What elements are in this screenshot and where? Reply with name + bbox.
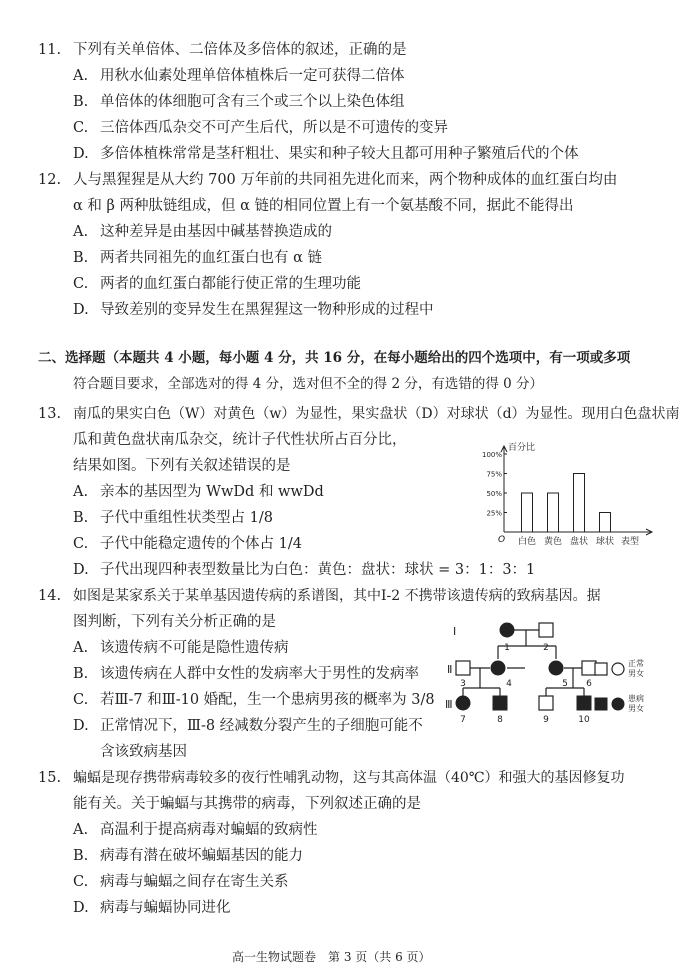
y-tick-label: 75%: [486, 470, 502, 479]
option-label: A.: [73, 484, 89, 500]
legend-normal-female-symbol: [612, 663, 624, 675]
individual-id: 8: [497, 715, 503, 725]
x-tick-label: 盘状: [569, 537, 589, 547]
question-number: 13.: [38, 406, 62, 422]
individual-II-3: [456, 661, 470, 675]
x-tick-label: 黄色: [543, 537, 563, 547]
option-text: 三倍体西瓜杂交不可产生后代，所以是不可遗传的变异: [100, 120, 448, 136]
y-tick-label: 100%: [481, 451, 502, 459]
option-label: A.: [73, 224, 89, 240]
question-stem: 瓜和黄色盘状南瓜杂交，统计子代性状所占百分比，: [73, 432, 407, 448]
option-label: D.: [73, 146, 89, 162]
legend-normal-label: 正常: [628, 659, 644, 668]
option-label: D.: [73, 562, 89, 578]
option-label: B.: [73, 94, 89, 110]
question-stem: α 和 β 两种肽链组成，但 α 链的相同位置上有一个氨基酸不同，据此不能得出: [73, 198, 574, 214]
individual-III-8: [493, 696, 507, 710]
option-label: C.: [73, 276, 89, 292]
individual-III-9: [539, 696, 553, 710]
individual-III-7: [456, 696, 470, 710]
question-number: 11.: [38, 42, 62, 58]
individual-id: 1: [504, 643, 510, 653]
option-text: 病毒与蝙蝠协同进化: [100, 900, 231, 916]
option-text: 高温利于提高病毒对蝙蝠的致病性: [100, 822, 318, 838]
option-text: 病毒与蝙蝠之间存在寄生关系: [100, 874, 289, 890]
option-label: D.: [73, 718, 89, 734]
question-number: 15.: [38, 770, 62, 786]
bar: [600, 513, 611, 533]
question-stem: 能有关。关于蝙蝠与其携带的病毒，下列叙述正确的是: [73, 796, 421, 812]
page-footer: 高一生物试题卷 第 3 页（共 6 页）: [232, 950, 431, 964]
question-stem: 结果如图。下列有关叙述错误的是: [73, 458, 291, 474]
option-label: B.: [73, 848, 89, 864]
option-label: A.: [73, 68, 89, 84]
option-label: D.: [73, 900, 89, 916]
individual-I-2: [539, 623, 553, 637]
chart-bars: [522, 474, 611, 533]
individual-id: 9: [543, 715, 549, 725]
option-text: 该遗传病在人群中女性的发病率大于男性的发病率: [100, 666, 419, 682]
option-text: 导致差别的变异发生在黑猩猩这一物种形成的过程中: [100, 302, 434, 318]
x-tick-label: 白色: [517, 537, 537, 547]
x-axis-label: 表型: [620, 537, 640, 547]
section-heading: 二、选择题（本题共 4 小题，每小题 4 分，共 16 分，在每小题给出的四个选项中，有一项或多项: [38, 350, 631, 366]
question-number: 14.: [38, 588, 62, 604]
x-tick-label: 球状: [595, 537, 615, 547]
question-stem: 如图是某家系关于某单基因遗传病的系谱图，其中Ⅰ-2 不携带该遗传病的致病基因。据: [73, 588, 601, 604]
option-label: B.: [73, 250, 89, 266]
legend-affected-label: 男女: [628, 704, 644, 713]
generation-label: Ⅰ: [453, 625, 457, 638]
option-label: C.: [73, 874, 89, 890]
option-text: 病毒有潜在破坏蝙蝠基因的能力: [100, 848, 303, 864]
option-text: 两者共同祖先的血红蛋白也有 α 链: [100, 250, 323, 266]
option-text: 子代中重组性状类型占 1/8: [100, 510, 273, 526]
individual-id: 7: [460, 715, 466, 725]
option-text: 多倍体植株常常是茎秆粗壮、果实和种子较大且都可用种子繁殖后代的个体: [100, 146, 579, 162]
legend-normal-male-symbol: [595, 663, 607, 675]
section-instructions: 符合题目要求，全部选对的得 4 分，选对但不全的得 2 分，有选错的得 0 分）: [73, 376, 544, 392]
individual-id: 10: [578, 715, 590, 725]
question-stem: 人与黑猩猩是从大约 700 万年前的共同祖先进化而来，两个物种成体的血红蛋白均由: [73, 172, 618, 188]
generation-label: Ⅱ: [447, 663, 453, 676]
phenotype-bar-chart: [470, 434, 660, 554]
question-stem: 南瓜的果实白色（W）对黄色（w）为显性，果实盘状（D）对球状（d）为显性。现用白色盘状南: [73, 406, 680, 422]
option-label: A.: [73, 822, 89, 838]
origin-label: O: [498, 535, 506, 545]
y-axis-label: 百分比: [508, 443, 536, 453]
individual-id: 2: [543, 643, 549, 653]
individual-II-6: [582, 661, 596, 675]
bar: [574, 474, 585, 533]
individual-id: 6: [586, 679, 592, 689]
individual-id: 5: [562, 679, 568, 689]
question-stem: 蝙蝠是现存携带病毒较多的夜行性哺乳动物，这与其高体温（40℃）和强大的基因修复功: [73, 770, 625, 786]
option-label: B.: [73, 510, 89, 526]
option-text: 子代中能稳定遗传的个体占 1/4: [100, 536, 302, 552]
option-text: 两者的血红蛋白都能行使正常的生理功能: [100, 276, 361, 292]
y-tick-label: 50%: [486, 490, 502, 498]
option-text: 正常情况下，Ⅲ-8 经减数分裂产生的子细胞可能不: [100, 718, 423, 734]
option-label: A.: [73, 640, 89, 656]
individual-III-10: [577, 696, 591, 710]
individual-id: 4: [506, 679, 512, 689]
legend-affected-label: 患病: [628, 694, 644, 703]
option-text: 子代出现四种表型数量比为白色：黄色：盘状：球状 = 3：1：3：1: [100, 562, 536, 578]
legend-normal-label: 男女: [628, 669, 644, 678]
legend-affected-female-symbol: [612, 698, 624, 710]
option-text-continued: 含该致病基因: [100, 744, 187, 760]
individual-id: 3: [460, 679, 466, 689]
option-label: B.: [73, 666, 89, 682]
chart-labels: [482, 441, 639, 547]
option-text: 这种差异是由基因中碱基替换造成的: [100, 224, 332, 240]
option-text: 亲本的基因型为 WwDd 和 wwDd: [100, 484, 324, 500]
option-text: 该遗传病不可能是隐性遗传病: [100, 640, 289, 656]
question-stem: 图判断，下列有关分析正确的是: [73, 614, 276, 630]
question-stem: 下列有关单倍体、二倍体及多倍体的叙述，正确的是: [73, 42, 407, 58]
option-label: D.: [73, 302, 89, 318]
question-number: 12.: [38, 172, 62, 188]
option-label: C.: [73, 120, 89, 136]
option-label: C.: [73, 536, 89, 552]
individual-I-1: [500, 623, 514, 637]
legend-affected-male-symbol: [595, 698, 607, 710]
option-text: 单倍体的体细胞可含有三个或三个以上染色体组: [100, 94, 405, 110]
generation-label: Ⅲ: [445, 698, 453, 711]
bar: [548, 493, 559, 532]
bar: [522, 493, 533, 532]
y-tick-label: 25%: [486, 509, 502, 518]
individual-II-4: [491, 661, 505, 675]
pedigree-diagram: [445, 618, 665, 728]
option-text: 若Ⅲ-7 和Ⅲ-10 婚配，生一个患病男孩的概率为 3/8: [100, 692, 435, 708]
individual-II-5: [549, 661, 563, 675]
option-label: C.: [73, 692, 89, 708]
option-text: 用秋水仙素处理单倍体植株后一定可获得二倍体: [100, 68, 405, 84]
